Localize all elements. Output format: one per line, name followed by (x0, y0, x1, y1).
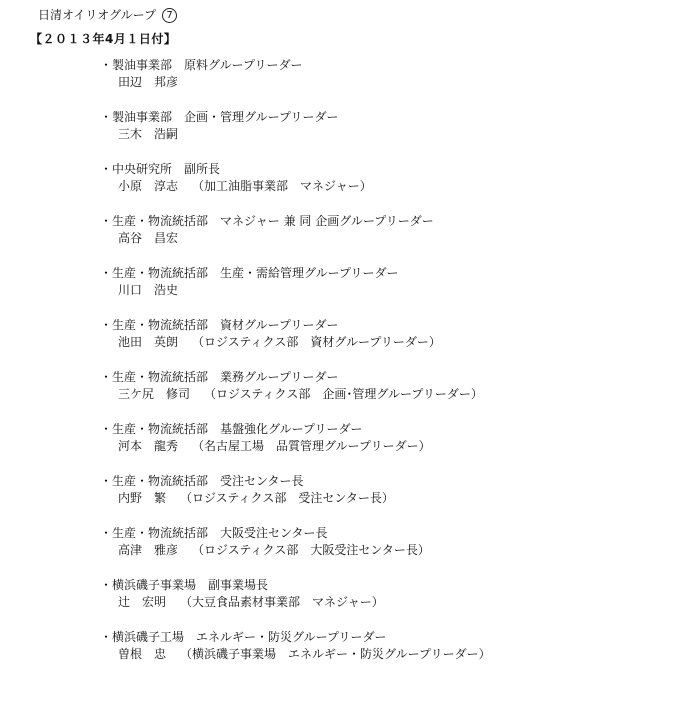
personnel-entry (100, 161, 660, 213)
new-position: ・生産・物流統括部 受注センター長 (100, 474, 304, 488)
personnel-entry (100, 265, 660, 317)
previous-position: （ロジスティクス部 受注センター長） (180, 491, 394, 505)
person-line (100, 386, 660, 403)
person-name: 内野 繁 (118, 491, 167, 505)
new-position: ・製油事業部 企画・管理グループリーダー (100, 110, 339, 124)
previous-position: （横浜磯子事業場 エネルギー・防災グループリーダー） (180, 647, 491, 661)
person-name: 曽根 忠 (118, 647, 167, 661)
personnel-entry (100, 629, 660, 681)
person-name: 田辺 邦彦 (118, 75, 179, 89)
personnel-entry (100, 525, 660, 577)
person-line (100, 282, 660, 299)
person-line (100, 178, 660, 195)
personnel-entry (100, 473, 660, 525)
person-line (100, 438, 660, 455)
previous-position: （加工油脂事業部 マネジャー） (192, 179, 372, 193)
previous-position: （名古屋工場 品質管理グループリーダー） (192, 439, 431, 453)
personnel-entry (100, 421, 660, 473)
person-name: 高津 雅彦 (118, 543, 179, 557)
document-header (38, 7, 177, 24)
person-name: 辻 宏明 (118, 595, 167, 609)
person-name: 池田 英朗 (118, 335, 179, 349)
new-position: ・生産・物流統括部 生産・需給管理グループリーダー (100, 266, 399, 280)
person-line (100, 334, 660, 351)
personnel-entry (100, 57, 660, 109)
person-name: 河本 龍秀 (118, 439, 179, 453)
new-position: ・生産・物流統括部 業務グループリーダー (100, 370, 339, 384)
new-position: ・生産・物流統括部 大阪受注センター長 (100, 526, 328, 540)
person-line (100, 490, 660, 507)
person-name: 三木 浩嗣 (118, 127, 179, 141)
new-position: ・生産・物流統括部 資材グループリーダー (100, 318, 339, 332)
person-name: 高谷 昌宏 (118, 231, 179, 245)
previous-position: （ロジスティクス部 資材グループリーダー） (192, 335, 441, 349)
page-number-badge: 7 (162, 8, 177, 23)
personnel-entry (100, 369, 660, 421)
previous-position: （ロジスティクス部 企画･管理グループリーダー） (204, 387, 483, 401)
personnel-list (100, 57, 660, 681)
personnel-entry (100, 577, 660, 629)
person-line (100, 74, 660, 91)
new-position: ・生産・物流統括部 マネジャー 兼 同 企画グループリーダー (100, 214, 434, 228)
new-position: ・生産・物流統括部 基盤強化グループリーダー (100, 422, 363, 436)
new-position: ・横浜磯子工場 エネルギー・防災グループリーダー (100, 630, 387, 644)
previous-position: （大豆食品素材事業部 マネジャー） (180, 595, 384, 609)
person-line (100, 646, 660, 663)
personnel-entry (100, 213, 660, 265)
person-line (100, 594, 660, 611)
person-line (100, 542, 660, 559)
previous-position: （ロジスティクス部 大阪受注センター長） (192, 543, 430, 557)
new-position: ・横浜磯子事業場 副事業場長 (100, 578, 269, 592)
person-name: 川口 浩史 (118, 283, 179, 297)
person-line (100, 230, 660, 247)
person-name: 小原 淳志 (118, 179, 179, 193)
personnel-entry (100, 317, 660, 369)
new-position: ・中央研究所 副所長 (100, 162, 221, 176)
person-line (100, 126, 660, 143)
personnel-entry (100, 109, 660, 161)
person-name: 三ケ尻 修司 (118, 387, 191, 401)
new-position: ・製油事業部 原料グループリーダー (100, 58, 303, 72)
company-name: 日清オイリオグループ (38, 8, 157, 22)
effective-date-heading: 【２０１３年4月１日付】 (30, 32, 177, 46)
